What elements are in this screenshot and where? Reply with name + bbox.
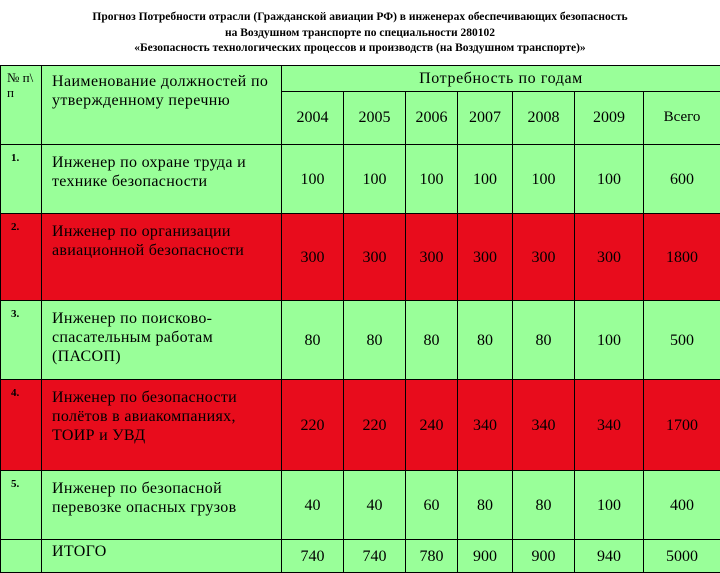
row-value: 80 [344, 301, 406, 380]
header-num: № п\ п [1, 66, 42, 145]
row-value: 100 [344, 145, 406, 214]
row-value: 340 [513, 380, 575, 471]
row-total: 1800 [644, 214, 720, 301]
row-value: 340 [575, 380, 644, 471]
row-value: 300 [282, 214, 344, 301]
row-num: 1. [1, 145, 42, 214]
header-group: Потребность по годам [282, 66, 720, 92]
row-value: 220 [344, 380, 406, 471]
row-name: Инженер по охране труда и технике безопасности [42, 145, 282, 214]
year-2004: 2004 [282, 91, 344, 144]
row-value: 80 [513, 301, 575, 380]
itogo-value: 900 [513, 540, 575, 573]
row-num: 5. [1, 471, 42, 540]
table-row [1, 380, 720, 471]
row-total: 600 [644, 145, 720, 214]
header-name: Наименование должностей по утвержденному перечню [42, 66, 282, 145]
table-row [1, 471, 720, 540]
itogo-value: 740 [282, 540, 344, 573]
row-value: 100 [282, 145, 344, 214]
row-value: 100 [406, 145, 458, 214]
demand-table [0, 65, 720, 573]
itogo-value: 740 [344, 540, 406, 573]
row-value: 60 [406, 471, 458, 540]
row-num: 3. [1, 301, 42, 380]
row-total: 500 [644, 301, 720, 380]
row-value: 100 [575, 145, 644, 214]
year-2009: 2009 [575, 91, 644, 144]
itogo-label: ИТОГО [42, 540, 282, 573]
row-value: 220 [282, 380, 344, 471]
row-name: Инженер по организации авиационной безопасности [42, 214, 282, 301]
row-value: 80 [458, 471, 513, 540]
row-value: 100 [575, 471, 644, 540]
row-value: 40 [344, 471, 406, 540]
year-2005: 2005 [344, 91, 406, 144]
row-name-text: Инженер по поисково-спасательным работам (ПАСОП) [52, 310, 213, 365]
itogo-num [1, 540, 42, 573]
table-row [1, 145, 720, 214]
title-line-2: на Воздушном транспорте по специальности 280102 [30, 26, 690, 42]
itogo-value: 900 [458, 540, 513, 573]
row-num: 2. [1, 214, 42, 301]
row-total: 1700 [644, 380, 720, 471]
title-line-3: «Безопасность технологических процессов и производств (на Воздушном транспорте)» [30, 41, 690, 57]
year-2007: 2007 [458, 91, 513, 144]
row-value: 340 [458, 380, 513, 471]
row-value: 300 [344, 214, 406, 301]
row-name [42, 301, 282, 380]
row-value: 40 [282, 471, 344, 540]
row-num: 4. [1, 380, 42, 471]
row-value: 240 [406, 380, 458, 471]
row-value: 100 [575, 301, 644, 380]
year-2006: 2006 [406, 91, 458, 144]
table-row [1, 214, 720, 301]
header-row-1 [1, 66, 720, 92]
row-value: 300 [513, 214, 575, 301]
itogo-total: 5000 [644, 540, 720, 573]
row-value: 100 [513, 145, 575, 214]
row-value: 80 [513, 471, 575, 540]
row-name: Инженер по безопасной перевозке опасных грузов [42, 471, 282, 540]
row-value: 80 [406, 301, 458, 380]
row-value: 80 [458, 301, 513, 380]
itogo-row [1, 540, 720, 573]
itogo-value: 940 [575, 540, 644, 573]
row-value: 300 [575, 214, 644, 301]
row-value: 300 [406, 214, 458, 301]
row-value: 80 [282, 301, 344, 380]
header-total: Всего [644, 91, 720, 144]
row-name: Инженер по безопасности полётов в авиакомпаниях, ТОИР и УВД [42, 380, 282, 471]
row-total: 400 [644, 471, 720, 540]
row-value: 100 [458, 145, 513, 214]
document-title [30, 10, 690, 57]
year-2008: 2008 [513, 91, 575, 144]
row-value: 300 [458, 214, 513, 301]
table-row [1, 301, 720, 380]
itogo-value: 780 [406, 540, 458, 573]
title-line-1: Прогноз Потребности отрасли (Гражданской авиации РФ) в инженерах обеспечивающих безопасность [30, 10, 690, 26]
